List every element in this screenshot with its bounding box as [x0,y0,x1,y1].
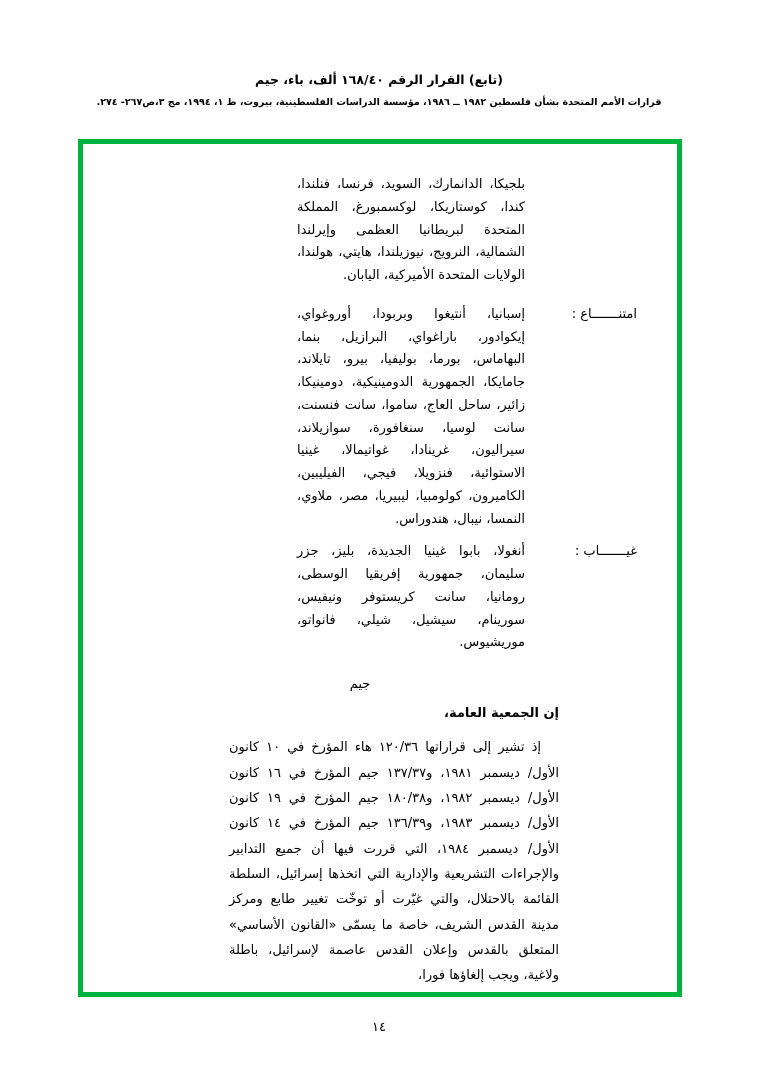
page-title: (تابع) القرار الرقم ١٦٨/٤٠ ألف، باء، جيم [255,72,503,87]
spacer [123,288,637,304]
spacer [123,725,637,735]
spacer [123,531,637,541]
preamble-lead-line: إن الجمعية العامة، [444,706,559,721]
spacer [123,655,637,677]
abstain-label: امتنـــــــاع : [571,306,637,322]
absent-label: غيـــــــاب : [574,544,637,560]
continued-country-list: بلجيكا، الدانمارك، السويد، فرنسا، فنلندا، كندا، كوستاريكا، لوكسمبورغ، المملكة المتحدة لبريطانيا العظمى وإيرلندا الشمالية، النرويج، نيوزيلندا، هايتي، هولندا، الولايات المتحدة الأميركية، اليابان. [297,177,525,283]
document-content [83,144,677,992]
abstain-country-list: إسبانيا، أنتيغوا وبربودا، أوروغواي، إيكوادور، باراغواي، البرازيل، بنما، البهاماس، بورما، بوليفيا، بيرو، تايلاند، جامايكا، الجمهورية الدومينيكية، دومينيكا، زائير، ساحل العاج، ساموا، سانت فنسنت، سانت لوسيا، سنغافورة، سوازيلاند، سيراليون، غرينادا، غواتيمالا، غينيا الاستوائية، فنزويلا، فيجي، الفيليبين، الكاميرون، كولومبيا، ليبيريا، مصر، ملاوي، النمسا، نيبال، هندوراس. [297,306,525,527]
green-border-frame [78,139,682,997]
abstain-row [123,304,637,532]
absent-country-list: أنغولا، بابوا غينيا الجديدة، بليز، جزر سليمان، جمهورية إفريقيا الوسطى، رومانيا، سانت كريستوفر ونيفيس، سورينام، سيشيل، شيلي، فانواتو، موريشيوس. [297,544,525,651]
document-header [0,72,758,110]
source-citation: قرارات الأمم المتحدة بشأن فلسطين ١٩٨٢ ــ ١٩٨٦، مؤسسة الدراسات الفلسطينية، بيروت، ط ١، ١٩٩٤، مج ٣،ص٢٦٧- ٢٧٤. [96,97,662,109]
spacer [123,692,637,702]
preamble-paragraph-1: إذ تشير إلى قراراتها ١٢٠/٣٦ هاء المؤرخ في ١٠ كانون الأول/ ديسمبر ١٩٨١، و١٣٧/٣٧ جيم المؤرخ في ١٦ كانون الأول/ ديسمبر ١٩٨٢، و١٨٠/٣٨ جيم المؤرخ في ١٩ كانون الأول/ ديسمبر ١٩٨٣، و١٣٦/٣٩ جيم المؤرخ في ١٤ كانون الأول/ ديسمبر ١٩٨٤، التي قررت فيها أن جميع التدابير والإجراءات التشريعية والإدارية التي اتخذها إسرائيل، السلطة القائمة بالاحتلال، والتي غيّرت أو توخّت تغيير طابع ومركز مدينة القدس الشريف، خاصة ما يسمّى «القانون الأساسي» المتعلق بالقدس وإعلان القدس عاصمة لإسرائيل، باطلة ولاغية، ويجب إلغاؤها فورا، [229,740,560,984]
section-letter-heading: جيم [349,677,371,692]
page-number: ١٤ [372,1020,386,1035]
absent-row [123,541,637,655]
